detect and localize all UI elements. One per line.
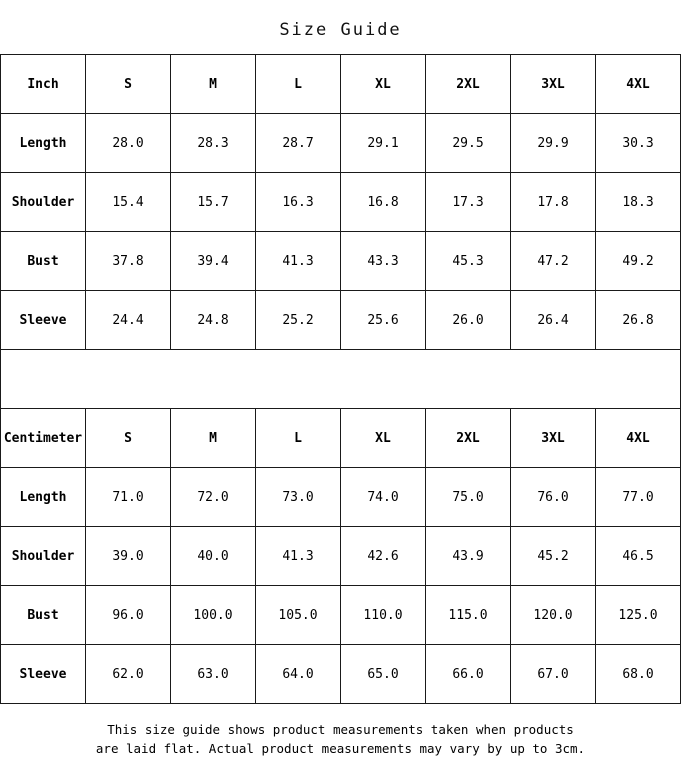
cell-cm-shoulder-3xl: 45.2: [511, 527, 596, 586]
cell-inch-length-3xl: 29.9: [511, 114, 596, 173]
cell-inch-length-s: 28.0: [86, 114, 171, 173]
table-row: [1, 468, 681, 527]
row-label-length: Length: [1, 114, 86, 173]
size-header-3xl: 3XL: [511, 55, 596, 114]
cell-inch-sleeve-4xl: 26.8: [596, 291, 681, 350]
cell-cm-length-m: 72.0: [171, 468, 256, 527]
size-header-2xl: 2XL: [426, 55, 511, 114]
row-label-sleeve: Sleeve: [1, 291, 86, 350]
cell-cm-shoulder-xl: 42.6: [341, 527, 426, 586]
row-label-shoulder: Shoulder: [1, 527, 86, 586]
cell-cm-bust-3xl: 120.0: [511, 586, 596, 645]
cell-inch-sleeve-s: 24.4: [86, 291, 171, 350]
cell-inch-length-2xl: 29.5: [426, 114, 511, 173]
cell-inch-sleeve-m: 24.8: [171, 291, 256, 350]
row-label-bust: Bust: [1, 232, 86, 291]
cell-inch-length-l: 28.7: [256, 114, 341, 173]
size-table-centimeter: [0, 408, 681, 704]
cell-cm-shoulder-l: 41.3: [256, 527, 341, 586]
cell-inch-shoulder-s: 15.4: [86, 173, 171, 232]
table-row: [1, 291, 681, 350]
cell-cm-shoulder-m: 40.0: [171, 527, 256, 586]
cell-cm-sleeve-s: 62.0: [86, 645, 171, 704]
size-header-xl: XL: [341, 55, 426, 114]
page-title: Size Guide: [279, 20, 402, 40]
cell-inch-bust-2xl: 45.3: [426, 232, 511, 291]
cell-cm-bust-m: 100.0: [171, 586, 256, 645]
cell-inch-bust-4xl: 49.2: [596, 232, 681, 291]
note-line-1: This size guide shows product measurements taken when products: [107, 722, 574, 737]
cell-inch-sleeve-xl: 25.6: [341, 291, 426, 350]
cell-cm-length-3xl: 76.0: [511, 468, 596, 527]
row-label-bust: Bust: [1, 586, 86, 645]
table-header-row: [1, 409, 681, 468]
unit-header-centimeter: Centimeter: [1, 409, 86, 468]
cell-cm-sleeve-4xl: 68.0: [596, 645, 681, 704]
cell-inch-length-4xl: 30.3: [596, 114, 681, 173]
row-label-length: Length: [1, 468, 86, 527]
cell-cm-length-s: 71.0: [86, 468, 171, 527]
cell-cm-length-l: 73.0: [256, 468, 341, 527]
cell-cm-length-xl: 74.0: [341, 468, 426, 527]
cell-cm-length-4xl: 77.0: [596, 468, 681, 527]
cell-cm-bust-2xl: 115.0: [426, 586, 511, 645]
cell-cm-sleeve-xl: 65.0: [341, 645, 426, 704]
cell-cm-shoulder-s: 39.0: [86, 527, 171, 586]
table-row: [1, 645, 681, 704]
table-row: [1, 173, 681, 232]
table-header-row: [1, 55, 681, 114]
cell-cm-shoulder-4xl: 46.5: [596, 527, 681, 586]
cell-inch-bust-3xl: 47.2: [511, 232, 596, 291]
size-header-l: L: [256, 409, 341, 468]
cell-cm-sleeve-l: 64.0: [256, 645, 341, 704]
cell-cm-shoulder-2xl: 43.9: [426, 527, 511, 586]
unit-header-inch: Inch: [1, 55, 86, 114]
cell-inch-sleeve-3xl: 26.4: [511, 291, 596, 350]
cell-inch-shoulder-l: 16.3: [256, 173, 341, 232]
cell-inch-length-xl: 29.1: [341, 114, 426, 173]
cell-cm-bust-s: 96.0: [86, 586, 171, 645]
row-label-sleeve: Sleeve: [1, 645, 86, 704]
cell-inch-length-m: 28.3: [171, 114, 256, 173]
cell-inch-bust-m: 39.4: [171, 232, 256, 291]
size-header-3xl: 3XL: [511, 409, 596, 468]
table-row: [1, 232, 681, 291]
table-row: [1, 586, 681, 645]
row-label-shoulder: Shoulder: [1, 173, 86, 232]
cell-inch-shoulder-m: 15.7: [171, 173, 256, 232]
table-row: [1, 527, 681, 586]
table-row: [1, 114, 681, 173]
cell-cm-sleeve-2xl: 66.0: [426, 645, 511, 704]
cell-cm-bust-xl: 110.0: [341, 586, 426, 645]
size-header-l: L: [256, 55, 341, 114]
table-separator: [0, 350, 681, 408]
cell-inch-shoulder-2xl: 17.3: [426, 173, 511, 232]
cell-inch-shoulder-3xl: 17.8: [511, 173, 596, 232]
cell-inch-sleeve-2xl: 26.0: [426, 291, 511, 350]
cell-inch-sleeve-l: 25.2: [256, 291, 341, 350]
size-header-s: S: [86, 55, 171, 114]
size-header-m: M: [171, 55, 256, 114]
size-header-4xl: 4XL: [596, 409, 681, 468]
size-header-2xl: 2XL: [426, 409, 511, 468]
size-guide-note: [0, 704, 681, 758]
cell-cm-bust-l: 105.0: [256, 586, 341, 645]
cell-inch-bust-xl: 43.3: [341, 232, 426, 291]
size-header-xl: XL: [341, 409, 426, 468]
cell-cm-length-2xl: 75.0: [426, 468, 511, 527]
cell-inch-bust-s: 37.8: [86, 232, 171, 291]
cell-inch-shoulder-4xl: 18.3: [596, 173, 681, 232]
cell-cm-bust-4xl: 125.0: [596, 586, 681, 645]
size-header-m: M: [171, 409, 256, 468]
size-header-s: S: [86, 409, 171, 468]
cell-inch-bust-l: 41.3: [256, 232, 341, 291]
cell-cm-sleeve-3xl: 67.0: [511, 645, 596, 704]
size-table-inch: [0, 54, 681, 350]
cell-cm-sleeve-m: 63.0: [171, 645, 256, 704]
note-line-2: are laid flat. Actual product measurements may vary by up to 3cm.: [95, 741, 586, 756]
cell-inch-shoulder-xl: 16.8: [341, 173, 426, 232]
size-header-4xl: 4XL: [596, 55, 681, 114]
